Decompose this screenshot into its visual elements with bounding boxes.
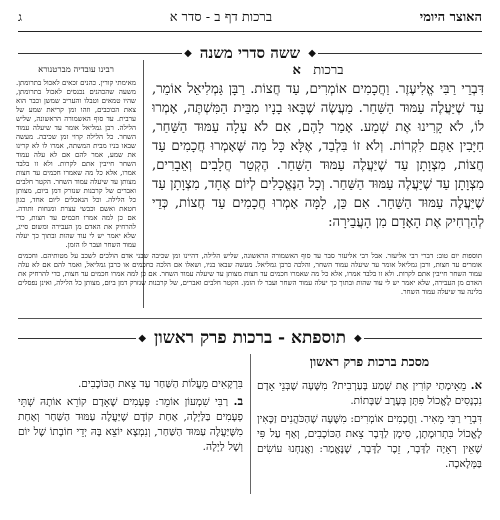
commentary-block: תוספות יום טוב: דברי רבי אליעזר. אבל רבי אליעזר סבר עד סוף האשמורה הראשונה, שליש הלילה, דהיינו זמן שכיבה שבני אדם הולכים לשכב על מטותיהם. וחכמים אומרים עד חצות, ורבן גמליאל אומר עד שיעלה עמוד השחר, והלכה כרבן גמליאל. מעשה שבאו בניו, ושאלו אם הלכה כחכמים או כרבן גמליאל, ואמר להם אם לא עלה עמוד השחר חייבין אתם לקרות. ולא זו בלבד אמרו, אלא כל מה שאמרו חכמים עד חצות מצותן עד שיעלה עמוד השחר. אם כן למה אמרו חכמים עד חצות, כדי להרחיק את האדם מן העבירה, שלא יאמר יש לי עוד שהות ובתוך כך יעלה עמוד השחר ועבר לו הזמן. הקטר חלבים ואברים, של קרבנות שנזרק דמן ביום, מצותן כל הלילה, ואינן נפסלים בלינה עד שיעלה עמוד השחר. <box>18 252 482 296</box>
mishna-heading <box>152 62 484 78</box>
header-rule <box>18 31 482 32</box>
chapter-number: א <box>292 63 301 78</box>
paragraph-marker: א. <box>470 378 482 392</box>
header-title: האוצר היומי <box>419 10 482 25</box>
paragraph-text: רַבִּי שִׁמְעוֹן אוֹמֵר: פְּעָמִים שֶׁאָדָם קוֹרֵא אוֹתָהּ שְׁתֵּי פְעָמִים בַּלַּיְלָה, אַחַת קוֹדֶם שֶׁיַּעֲלֶה עַמּוּד הַשַּׁחַר וְאַחַת מִשֶּׁיַּעֲלֶה עַמּוּד הַשַּׁחַר, וְנִמְצָא יוֹצֵא בָּהּ יְדֵי חוֹבָתוֹ שֶׁל יוֹם וְשֶׁל לַיְלָה. <box>18 396 243 453</box>
section-line <box>18 53 182 54</box>
tosefta-left-column <box>18 354 243 520</box>
tractate-title: ברכות <box>313 63 344 78</box>
mishna-section-bar <box>18 44 482 63</box>
page-number: ג <box>18 9 22 24</box>
tosefta-paragraph <box>257 411 482 472</box>
tosefta-paragraph <box>18 376 243 392</box>
tosefta-paragraph <box>18 394 243 455</box>
paragraph-text: דִּבְרֵי רַבִּי מֵאִיר. וַחֲכָמִים אוֹמְרִים: מִשֶּׁעָה שֶׁהַכֹּהֲנִים זַכָּאִין לֶאֱכוֹל בִּתְרוּמָתָן, סִימָן לַדָּבָר צֵאת הַכּוֹכָבִים, וְאַף עַל פִּי שֶׁאֵין רְאָיָה לַדָּבָר, זֵכֶר לַדָּבָר, שֶׁנֶּאֱמַר: וַאֲנַחְנוּ עוֹשִׂים בַּמְּלָאכָה. <box>257 413 482 470</box>
paragraph-text: בִּרְקָאִים מֵעֲלוֹת הַשַּׁחַר עַד צֵאת הַכּוֹכָבִים. <box>77 378 243 390</box>
tosefta-heading: מסכת ברכות פרק ראשון <box>309 354 430 369</box>
ornament-icon: ◆ <box>184 48 192 59</box>
page-header <box>18 6 482 28</box>
paragraph-text: מֵאֵימָתַי קוֹרִין אֶת שְׁמַע בָּעַרְבִית? מִשֶּׁעָה שֶׁבְּנֵי אָדָם נִכְנָסִים לֶאֱכוֹל פִּתָּן בְּעֶרֶב שַׁבָּתוֹת. <box>257 380 482 407</box>
tosefta-section-title: תוספתא - ברכות פרק ראשון <box>154 328 346 348</box>
bartenura-title: רבינו עובדיה מברטנורא <box>38 66 114 75</box>
ornament-icon: ◆ <box>138 332 147 344</box>
column-divider <box>250 354 251 494</box>
bartenura-text: מאימתי קורין. כהנים זכאים לאכול בתרומתן. משעה שהכהנים נכנסים לאכול בתרומתן, שהיו טמאים וטבלו והעריב שמשן וכבר הוא צאת הכוכבים, וזהו זמן קריאת שמע של ערבית. עד סוף האשמורה הראשונה, שליש הלילה. רבן גמליאל אומר עד שיעלה עמוד השחר. כל הלילה קרוי זמן שכיבה. מעשה שבאו בניו מבית המשתה, אמרו לו לא קרינו את שמע, אמר להם אם לא עלה עמוד השחר חייבין אתם לקרות. ולא זו בלבד אמרו, אלא כל מה שאמרו חכמים עד חצות מצותן עד שיעלה עמוד השחר. הקטר חלבים ואברים של קרבנות שנזרק דמן ביום, מצותן כל הלילה. וכל הנאכלים ליום אחד, כגון חטאת ואשם וכבשי עצרת ומנחות ותודה. אם כן למה אמרו חכמים עד חצות, כדי להרחיק את האדם מן העבירה ומשום סייג, שלא יאמר יש לי עוד שהות ובתוך כך יעלה עמוד השחר ועבר לו הזמן. <box>16 79 136 249</box>
header-subtitle: ברכות דף ב - סדר א <box>169 10 273 25</box>
tosefta-section-bar <box>18 328 482 348</box>
commentary-rule <box>18 318 482 319</box>
paragraph-marker: ב. <box>233 394 243 408</box>
tosefta-paragraph <box>257 378 482 409</box>
ornament-icon: ◆ <box>308 48 316 59</box>
section-line <box>18 338 136 339</box>
mishna-column <box>152 62 484 242</box>
mishna-text: דִּבְרֵי רַבִּי אֱלִיעֶזֶר. וַחֲכָמִים אוֹמְרִים, עַד חֲצוֹת. רַבָּן גַּמְלִיאֵל אוֹמֵר, עַד שֶׁיַּעֲלֶה עַמּוּד הַשַּׁחַר. מַעֲשֶׂה שֶׁבָּאוּ בָנָיו מִבֵּית הַמִּשְׁתֶּה, אָמְרוּ לוֹ, לֹא קָרִינוּ אֶת שְׁמַע. אָמַר לָהֶם, אִם לֹא עָלָה עַמּוּד הַשַּׁחַר, חַיָּבִין אַתֶּם לִקְרוֹת. וְלֹא זוֹ בִּלְבַד, אֶלָּא כָּל מַה שֶּׁאָמְרוּ חֲכָמִים עַד חֲצוֹת, מִצְוָתָן עַד שֶׁיַּעֲלֶה עַמּוּד הַשַּׁחַר. הֶקְטֵר חֲלָבִים וְאֵבָרִים, מִצְוָתָן עַד שֶׁיַּעֲלֶה עַמּוּד הַשַּׁחַר. וְכָל הַנֶּאֱכָלִים לְיוֹם אֶחָד, מִצְוָתָן עַד שֶׁיַּעֲלֶה עַמּוּד הַשַּׁחַר. אִם כֵּן, לָמָּה אָמְרוּ חֲכָמִים עַד חֲצוֹת, כְּדֵי לְהַרְחִיק אֶת הָאָדָם מִן הָעֲבֵירָה: <box>152 82 484 230</box>
mishna-section-title: ששה סדרי משנה <box>199 44 301 62</box>
section-line <box>364 338 482 339</box>
ornament-icon: ◆ <box>353 332 362 344</box>
tosefta-right-column <box>257 354 482 498</box>
section-line <box>318 53 482 54</box>
